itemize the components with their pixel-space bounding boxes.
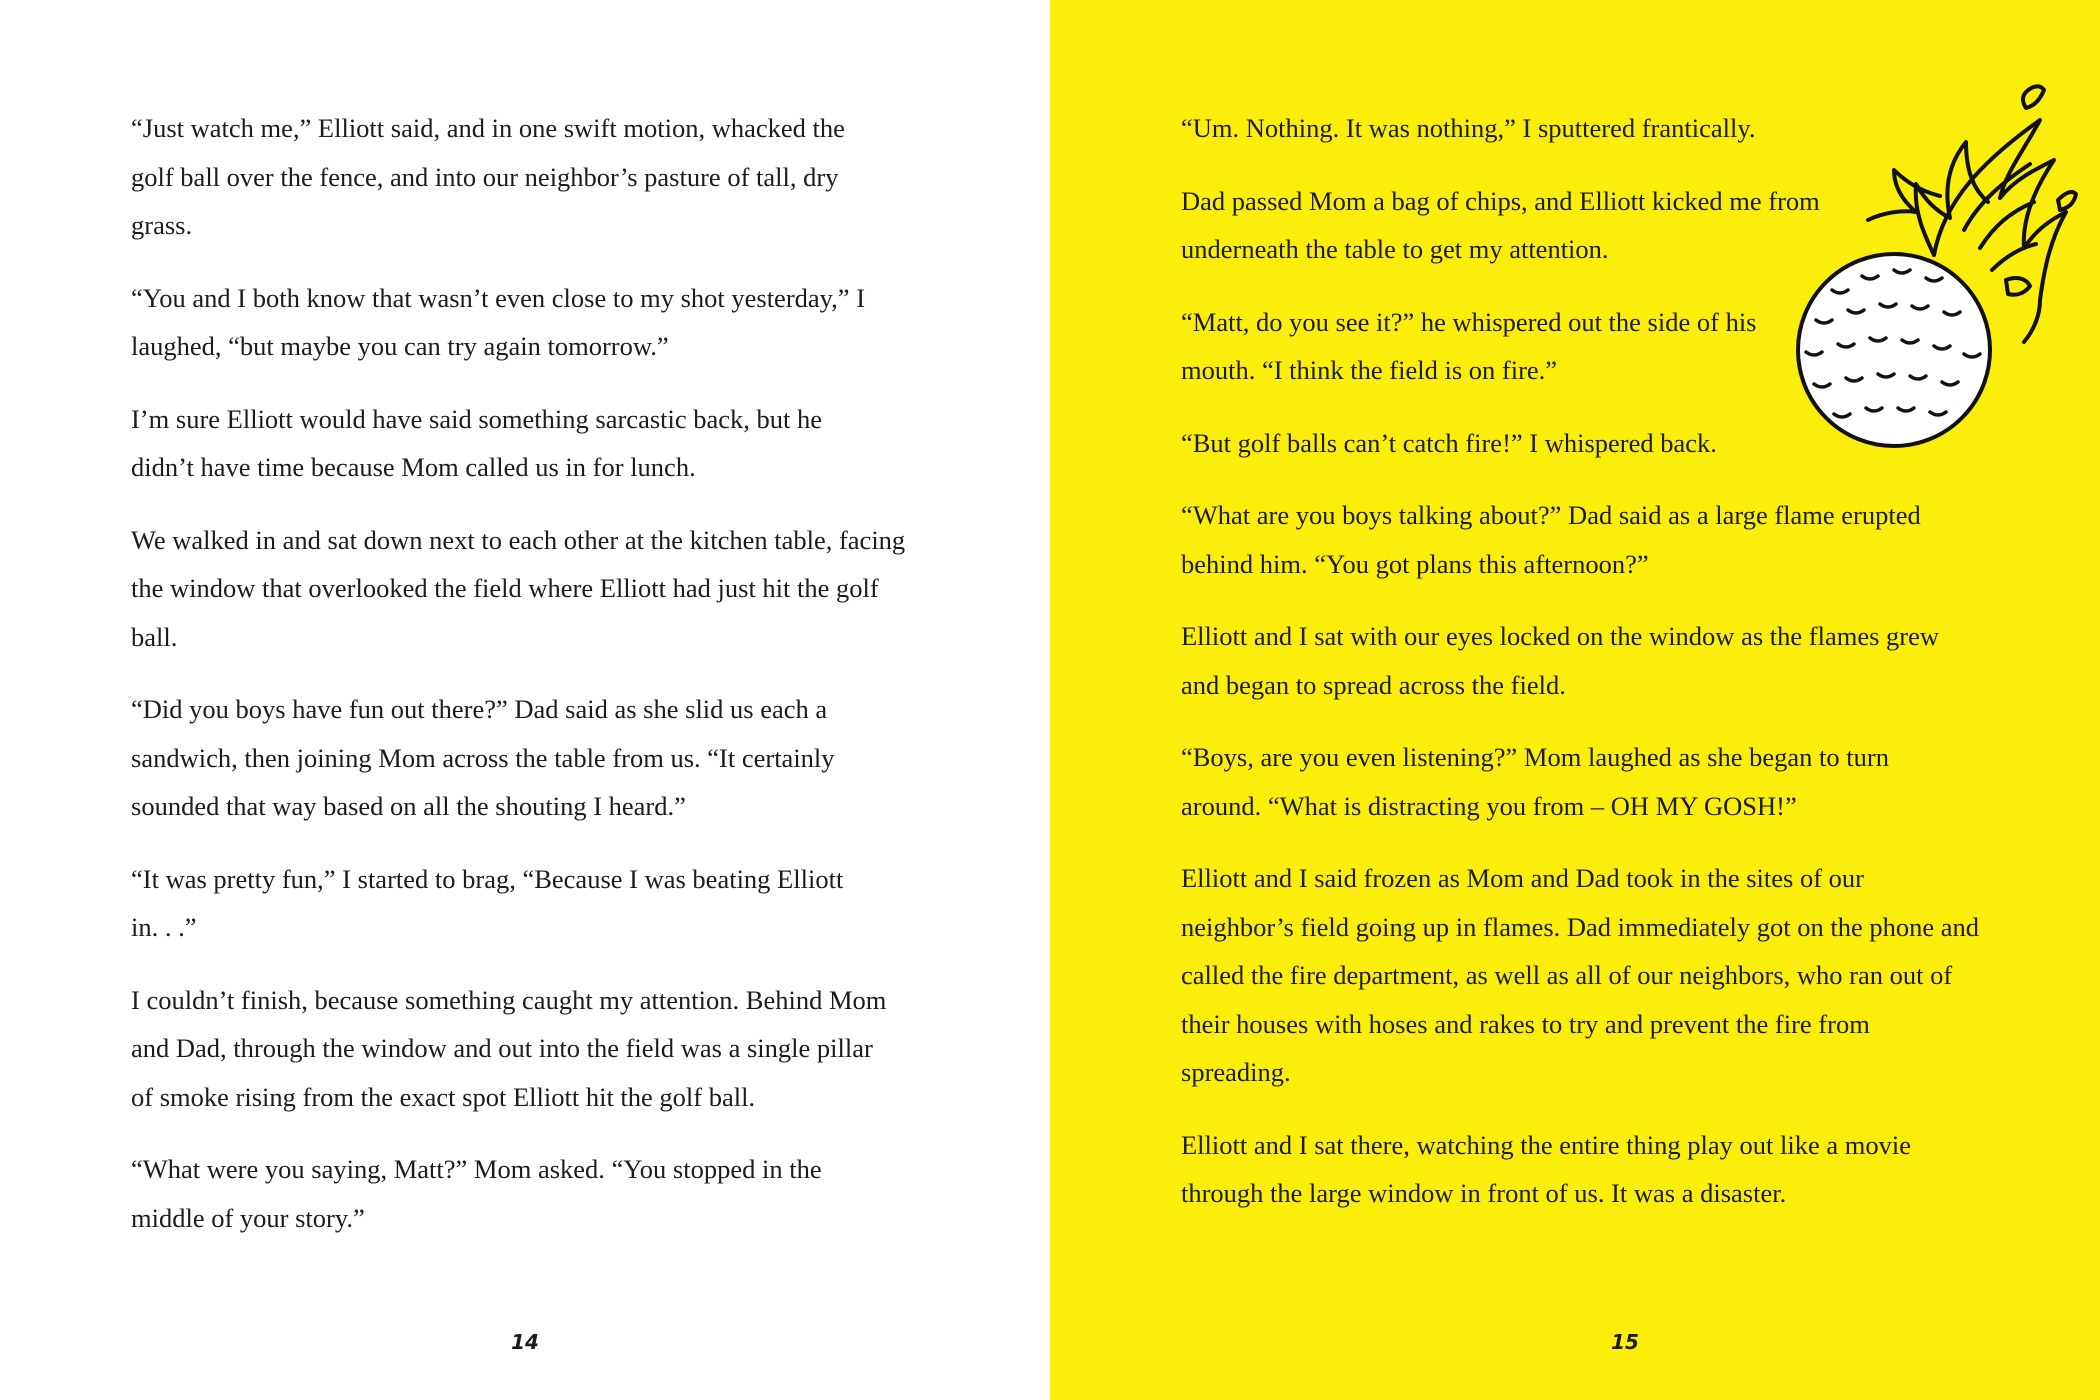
left-page-text <box>131 104 931 1266</box>
paragraph: I’m sure Elliott would have said something sarcastic back, but he didn’t have time because Mom called us in for lunch. <box>131 403 823 482</box>
paragraph: “Boys, are you even listening?” Mom laughed as she began to turn around. “What is distracting you from – OH MY GOSH!” <box>1181 742 1889 821</box>
paragraph: We walked in and sat down next to each other at the kitchen table, facing the window that overlooked the field where Elliott had just hit the golf ball. <box>131 524 906 652</box>
paragraph: “You and I both know that wasn’t even close to my shot yesterday,” I laughed, “but maybe you can try again tomorrow.” <box>131 282 866 361</box>
flaming-golf-ball-icon <box>1744 80 2090 460</box>
paragraph: “Did you boys have fun out there?” Dad said as she slid us each a sandwich, then joining Mom across the table from us. “It certainly sounded that way based on all the shouting I heard.” <box>131 694 835 821</box>
right-page <box>1050 0 2100 1400</box>
paragraph: Dad passed Mom a bag of chips, and Elliott kicked me from underneath the table to get my attention. <box>1181 185 1820 264</box>
paragraph: I couldn’t finish, because something caught my attention. Behind Mom and Dad, through the window and out into the field was a single pillar of smoke rising from the exact spot Elliott hit the golf ball. <box>131 984 887 1112</box>
paragraph: “It was pretty fun,” I started to brag, “Because I was beating Elliott in. . .” <box>131 863 844 942</box>
paragraph: “Um. Nothing. It was nothing,” I sputtered frantically. <box>1181 113 1756 143</box>
page-number-left: 14 <box>511 1330 539 1354</box>
paragraph: “Matt, do you see it?” he whispered out the side of his mouth. “I think the field is on fire.” <box>1181 306 1757 385</box>
paragraph: “Just watch me,” Elliott said, and in one swift motion, whacked the golf ball over the fence, and into our neighbor’s pasture of tall, dry grass. <box>131 113 845 240</box>
paragraph: Elliott and I sat with our eyes locked on the window as the flames grew and began to spread across the field. <box>1181 621 1940 700</box>
paragraph: “But golf balls can’t catch fire!” I whispered back. <box>1181 427 1717 458</box>
page-number-right: 15 <box>1611 1330 1639 1354</box>
paragraph: “What were you saying, Matt?” Mom asked. “You stopped in the middle of your story.” <box>131 1154 822 1233</box>
paragraph: Elliott and I sat there, watching the entire thing play out like a movie through the large window in front of us. It was a disaster. <box>1181 1129 1912 1208</box>
paragraph: Elliott and I said frozen as Mom and Dad took in the sites of our neighbor’s field going up in flames. Dad immediately got on the phone and called the fire department, as well as all of our neighbors, who ran out of their houses with hoses and rakes to try and prevent the fire from spreading. <box>1181 863 1980 1087</box>
paragraph: “What are you boys talking about?” Dad said as a large flame erupted behind him. “You got plans this afternoon?” <box>1181 500 1921 579</box>
